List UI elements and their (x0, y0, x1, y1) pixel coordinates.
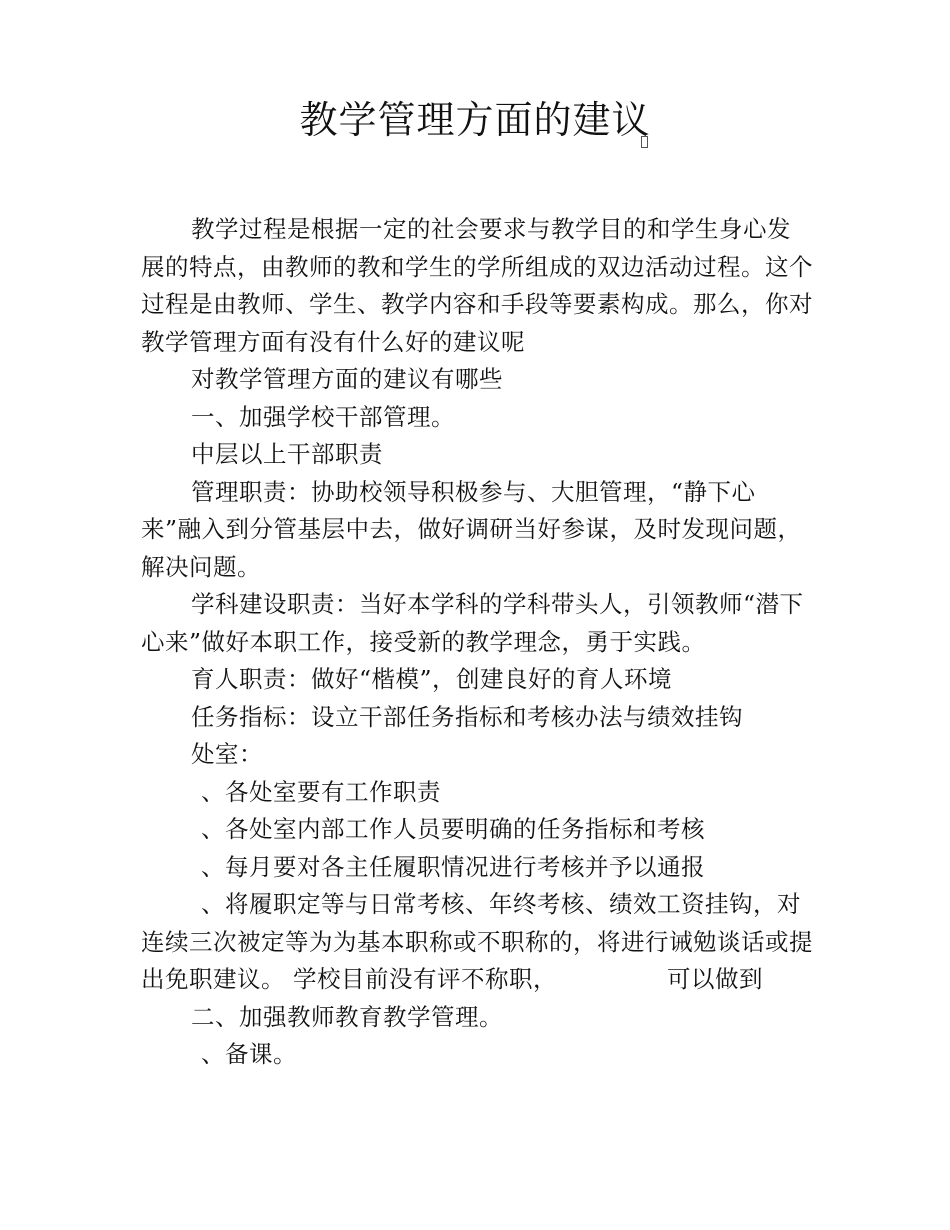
list-item-text: 、将履职定等与日常考核、年终考核、绩效工资挂钩，对连续三次被定等为为基本职称或不职称的，将进行诫勉谈话或提出免职建议。 学校目前没有评不称职， (141, 890, 813, 993)
section-heading-1: 一、加强学校干部管理。 (191, 402, 455, 431)
list-item: 、每月要对各主任履职情况进行考核并予以通报 (201, 852, 705, 881)
paragraph-intro: 教学过程是根据一定的社会要求与教学目的和学生身心发展的特点，由教师的教和学生的学所组成的双边活动过程。这个过程是由教师、学生、教学内容和手段等要素构成。那么，你对教学管理方面有没有什么好的建议呢 (141, 215, 813, 356)
footnote-marker-icon (641, 136, 648, 148)
paragraph: 育人职责：做好“楷模”，创建良好的育人环境 (191, 665, 673, 693)
document-title: 教学管理方面的建议 (299, 98, 651, 142)
paragraph: 学科建设职责：当好本学科的学科带头人，引领教师“潜下心来”做好本职工作，接受新的教学理念，勇于实践。 (141, 590, 804, 656)
list-item-text-tail: 可以做到 (666, 965, 763, 993)
paragraph: 管理职责：协助校领导积极参与、大胆管理，“静下心来”融入到分管基层中去，做好调研当好参谋，及时发现问题，解决问题。 (141, 477, 802, 581)
paragraph: 任务指标：设立干部任务指标和考核办法与绩效挂钩 (191, 702, 743, 731)
list-item (141, 886, 813, 999)
list-item: 、各处室内部工作人员要明确的任务指标和考核 (201, 815, 705, 843)
paragraph: 对教学管理方面的建议有哪些 (191, 365, 503, 393)
list-item: 、各处室要有工作职责 (201, 777, 441, 806)
paragraph: 中层以上干部职责 (191, 440, 383, 468)
paragraph: 处室： (191, 740, 263, 768)
document-body (141, 211, 813, 1074)
list-item: 、备课。 (201, 1040, 297, 1068)
section-heading-2: 二、加强教师教育教学管理。 (191, 1002, 503, 1031)
